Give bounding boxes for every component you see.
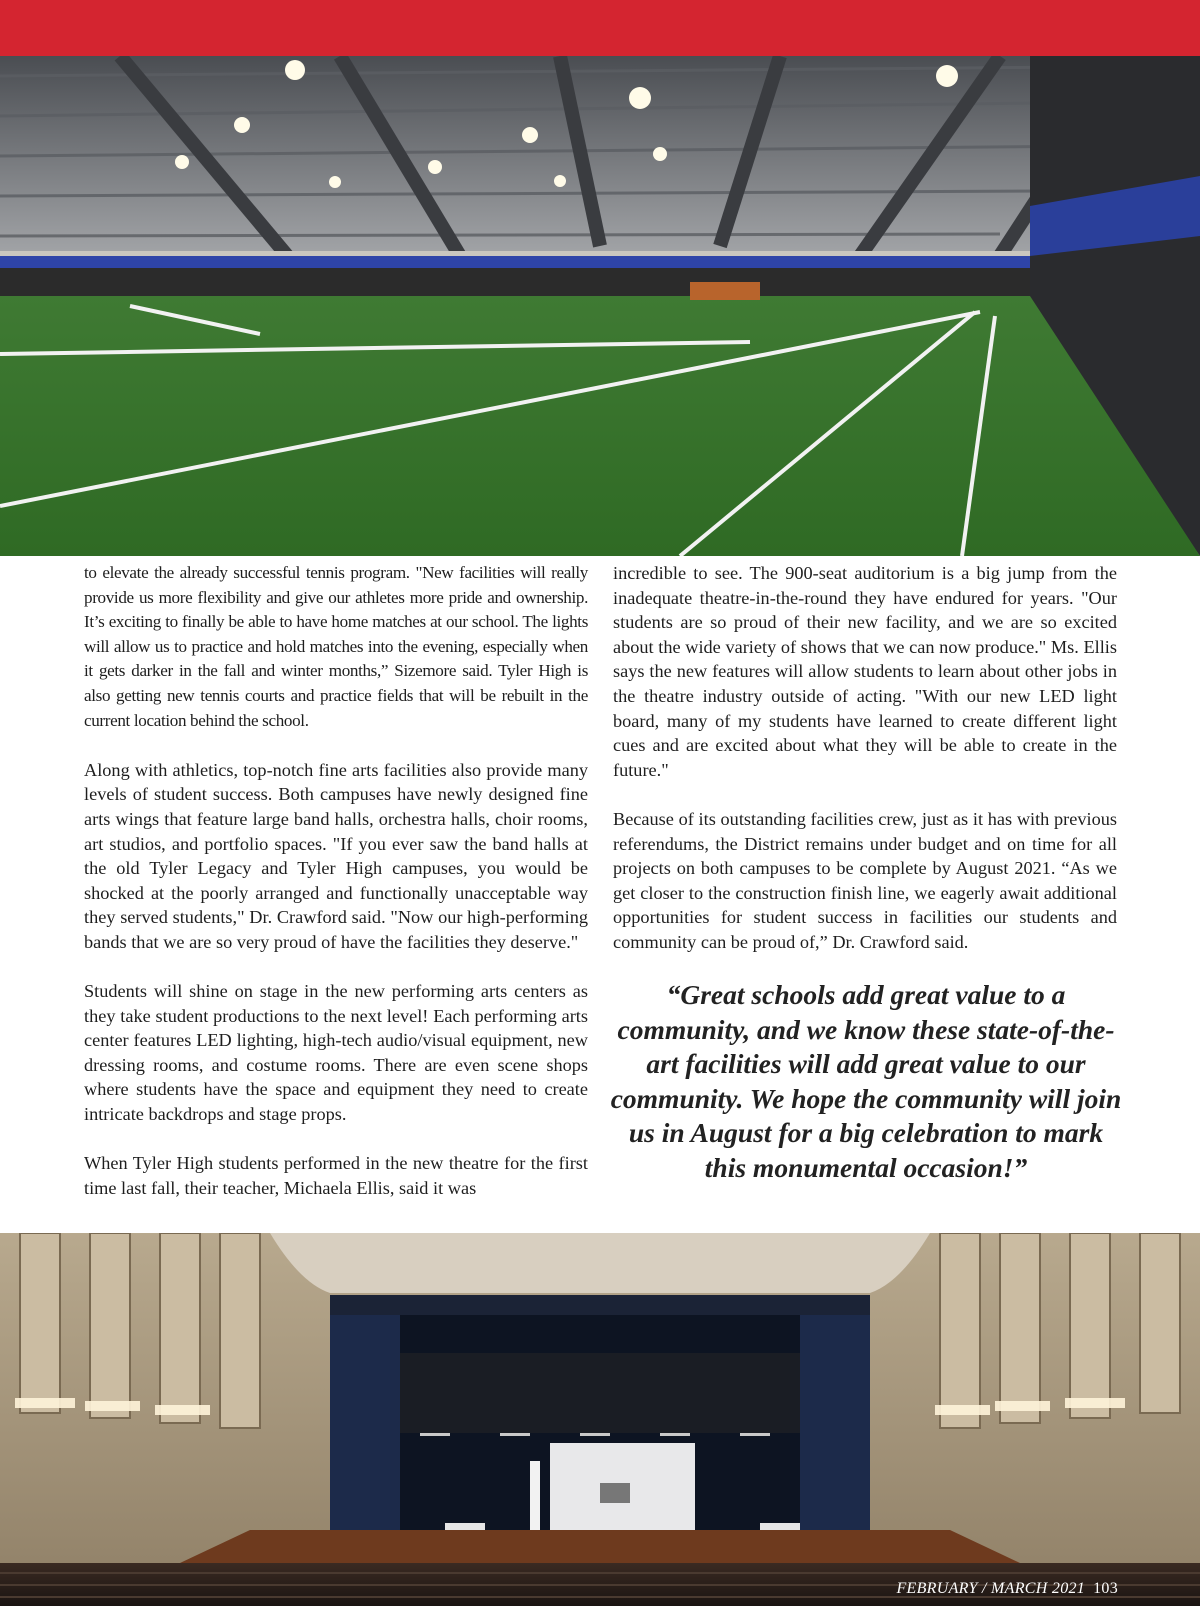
article-paragraph: Along with athletics, top-notch fine arts facilities also provide many levels of student success. Both campuses have newly designed fine arts wings that feature large band halls, orchestra halls, choir rooms, art studios, and portfolio spaces. "If you ever saw the band halls at the old Tyler Legacy and Tyler High campuses, you would be shocked at the poorly arranged and functionally unacceptable way they served students," Dr. Crawford said. "Now our high-performing bands that we are so very proud of have the facilities they deserve." [84,759,588,952]
indoor-practice-field-photo [0,56,1200,556]
article-column-left [84,561,588,1225]
article-column-right [613,561,1117,979]
article-paragraph: incredible to see. The 900-seat auditorium is a big jump from the inadequate theatre-in-the-round they have endured for years. "Our students are so proud of their new facility, and we are so excited about the wide variety of shows that we can now produce." Ms. Ellis says the new features will allow students to learn about other jobs in the theatre industry outside of acting. "With our new LED light board, many of my students have learned to create different light cues and are excited about what they will be able to create in the future." [613,563,1117,780]
article-paragraph: to elevate the already successful tennis program. "New facilities will really provide us more flexibility and give our athletes more pride and ownership. It’s exciting to finally be able to have home matches at our school. The lights will allow us to practice and hold matches into the evening, especially when it gets darker in the fall and winter months,” Sizemore said. Tyler High is also getting new tennis courts and practice fields that will be rebuilt in the current location behind the school. [84,563,588,730]
page-footer [896,1580,1118,1598]
issue-date: FEBRUARY / MARCH 2021 [896,1580,1086,1597]
page-number: 103 [1093,1580,1118,1597]
auditorium-stage-photo [0,1233,1200,1606]
article-paragraph: Because of its outstanding facilities crew, just as it has with previous referendums, the District remains under budget and on time for all projects on both campuses to be complete by August 2021. “As we get closer to the construction finish line, we eagerly await additional opportunities for student success in facilities our students and community can be proud of,” Dr. Crawford said. [613,808,1117,952]
article-paragraph: When Tyler High students performed in the new theatre for the first time last fall, their teacher, Michaela Ellis, said it was [84,1153,588,1198]
pull-quote: “Great schools add great value to a community, and we know these state-of-the-art facilities will add great value to our community. We hope the community will join us in August for a big celebration to mark this monumental occasion!” [610,979,1122,1183]
article-paragraph: Students will shine on stage in the new performing arts centers as they take student productions to the next level! Each performing arts center features LED lighting, high-tech audio/visual equipment, new dressing rooms, and costume rooms. There are even scene shops where students have the space and equipment they need to create intricate backdrops and stage props. [84,981,588,1125]
header-color-bar [0,0,1200,56]
